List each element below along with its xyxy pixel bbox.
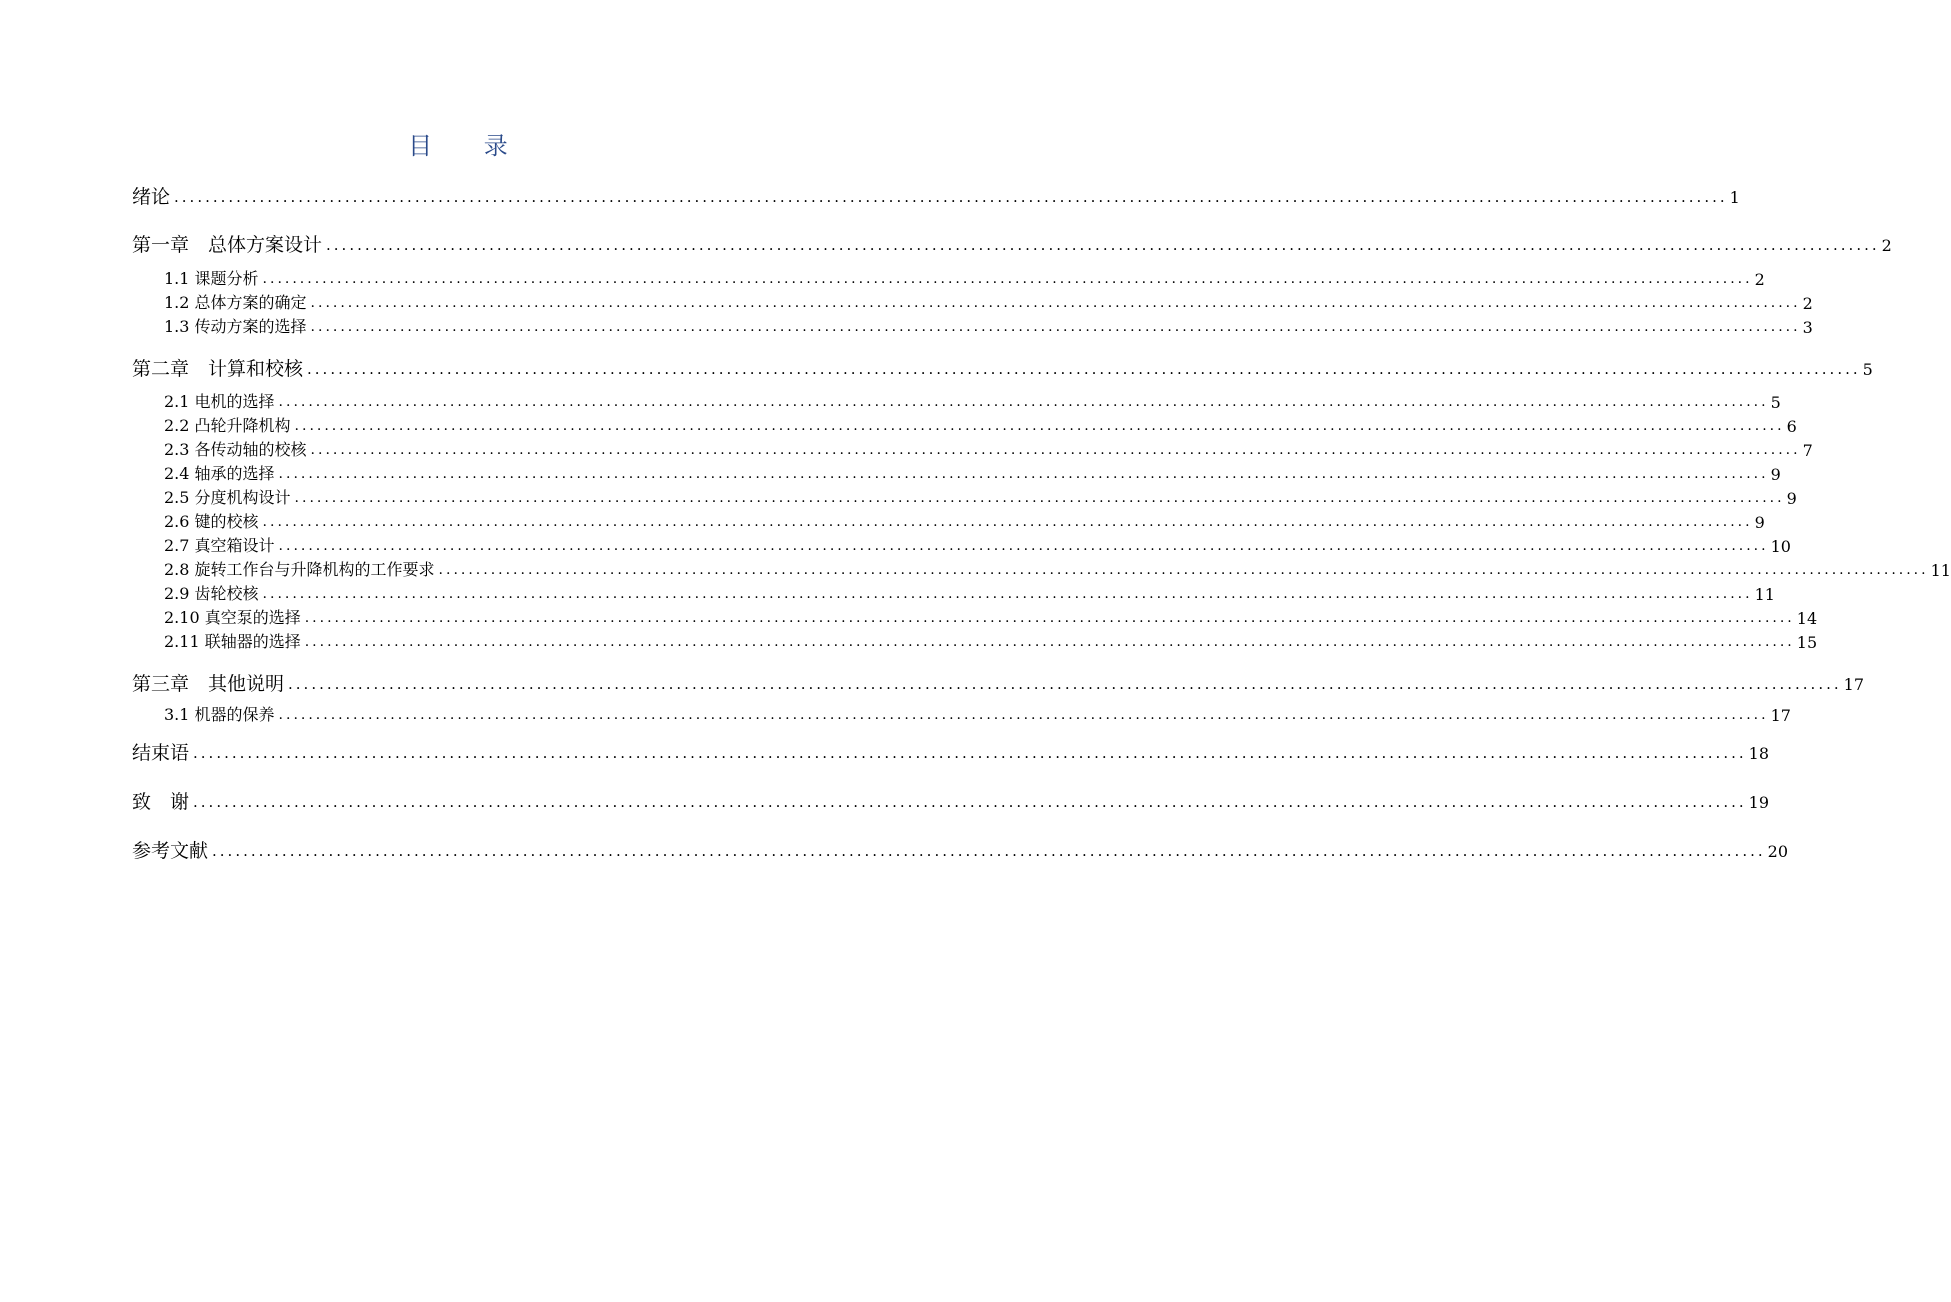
toc-entry[interactable] (164, 486, 1797, 508)
toc-dot-leader: ........................................................................................................................................................................................................ (193, 744, 1747, 762)
toc-dot-leader: ........................................................................................................................................................................................................ (278, 707, 1769, 723)
toc-dot-leader: ........................................................................................................................................................................................................ (212, 842, 1766, 860)
toc-dot-leader: ........................................................................................................................................................................................................ (262, 271, 1753, 287)
toc-entry[interactable] (164, 582, 1775, 604)
toc-dot-leader: ........................................................................................................................................................................................................ (262, 586, 1753, 602)
toc-page-number: 2 (1754, 270, 1765, 289)
toc-entry-label: 2.2 凸轮升降机构 (164, 416, 291, 435)
toc-entry[interactable] (164, 438, 1813, 460)
toc-page-number: 9 (1786, 489, 1797, 508)
toc-entry-label: 参考文献 (132, 840, 209, 862)
toc-dot-leader: ........................................................................................................................................................................................................ (310, 295, 1801, 311)
toc-dot-leader: ........................................................................................................................................................................................................ (294, 490, 1785, 506)
toc-dot-leader: ........................................................................................................................................................................................................ (288, 675, 1842, 693)
toc-dot-leader: ........................................................................................................................................................................................................ (294, 418, 1785, 434)
toc-page-number: 1 (1729, 188, 1740, 207)
toc-entry[interactable] (164, 414, 1797, 436)
toc-title: 目 录 (408, 132, 530, 160)
toc-entry-label: 结束语 (132, 742, 190, 764)
toc-dot-leader: ........................................................................................................................................................................................................ (310, 442, 1801, 458)
toc-page-number: 3 (1802, 318, 1813, 337)
toc-entry[interactable] (164, 390, 1781, 412)
toc-entry[interactable] (132, 353, 1873, 381)
toc-dot-leader: ........................................................................................................................................................................................................ (326, 236, 1880, 254)
toc-entry[interactable] (164, 462, 1781, 484)
toc-dot-leader: ........................................................................................................................................................................................................ (304, 610, 1795, 626)
toc-entry[interactable] (164, 510, 1765, 532)
toc-entry-label: 2.4 轴承的选择 (164, 464, 275, 483)
toc-entry-label: 1.1 课题分析 (164, 269, 259, 288)
toc-entry-label: 2.5 分度机构设计 (164, 488, 291, 507)
toc-page-number: 18 (1748, 744, 1769, 763)
toc-dot-leader: ........................................................................................................................................................................................................ (174, 188, 1728, 206)
toc-page-number: 17 (1770, 706, 1791, 725)
toc-page-number: 2 (1802, 294, 1813, 313)
toc-page-number: 5 (1770, 393, 1781, 412)
toc-page-number: 19 (1748, 793, 1769, 812)
toc-entry[interactable] (132, 181, 1740, 209)
toc-dot-leader: ........................................................................................................................................................................................................ (307, 360, 1861, 378)
toc-entry-label: 第三章 其他说明 (132, 673, 285, 695)
toc-entry-label: 2.6 键的校核 (164, 512, 259, 531)
toc-dot-leader: ........................................................................................................................................................................................................ (278, 538, 1769, 554)
toc-page-number: 6 (1786, 417, 1797, 436)
toc-entry-label: 致 谢 (132, 791, 190, 813)
toc-entry[interactable] (164, 291, 1813, 313)
toc-page-number: 14 (1796, 609, 1818, 628)
toc-page-number: 5 (1862, 360, 1873, 379)
toc-entry-label: 2.11 联轴器的选择 (164, 632, 301, 651)
toc-dot-leader: ........................................................................................................................................................................................................ (193, 793, 1747, 811)
toc-entry-label: 1.3 传动方案的选择 (164, 317, 307, 336)
toc-entry[interactable] (164, 315, 1813, 337)
toc-page-number: 10 (1770, 537, 1791, 556)
toc-page-number: 20 (1767, 842, 1788, 861)
toc-dot-leader: ........................................................................................................................................................................................................ (438, 562, 1929, 578)
toc-entry[interactable] (164, 534, 1791, 556)
toc-entry-label: 2.8 旋转工作台与升降机构的工作要求 (164, 560, 435, 579)
toc-entry-label: 2.3 各传动轴的校核 (164, 440, 307, 459)
toc-entry[interactable] (132, 835, 1788, 863)
toc-page-number: 7 (1802, 441, 1813, 460)
toc-entry-label: 2.10 真空泵的选择 (164, 608, 301, 627)
toc-entry-label: 第二章 计算和校核 (132, 358, 304, 380)
toc-page-number: 17 (1843, 675, 1864, 694)
toc-entry[interactable] (132, 668, 1864, 696)
toc-dot-leader: ........................................................................................................................................................................................................ (262, 514, 1753, 530)
toc-dot-leader: ........................................................................................................................................................................................................ (278, 394, 1769, 410)
toc-page-number: 2 (1881, 236, 1892, 255)
toc-page-number: 9 (1770, 465, 1781, 484)
toc-dot-leader: ........................................................................................................................................................................................................ (278, 466, 1769, 482)
toc-entry-label: 2.7 真空箱设计 (164, 536, 275, 555)
toc-entry[interactable] (164, 606, 1818, 628)
toc-entry[interactable] (164, 267, 1765, 289)
toc-entry-label: 3.1 机器的保养 (164, 705, 275, 724)
toc-page-number: 15 (1796, 633, 1818, 652)
toc-dot-leader: ........................................................................................................................................................................................................ (310, 319, 1801, 335)
toc-entry[interactable] (132, 737, 1769, 765)
toc-page-number: 11 (1754, 585, 1775, 604)
toc-entry[interactable] (132, 786, 1769, 814)
toc-page-number: 11 (1930, 561, 1951, 580)
toc-entry-label: 2.9 齿轮校核 (164, 584, 259, 603)
toc-entry[interactable] (164, 558, 1951, 580)
toc-page-number: 9 (1754, 513, 1765, 532)
toc-entry-label: 绪论 (132, 186, 171, 208)
toc-entry[interactable] (132, 229, 1892, 257)
toc-entry[interactable] (164, 630, 1818, 652)
toc-entry-label: 2.1 电机的选择 (164, 392, 275, 411)
toc-dot-leader: ........................................................................................................................................................................................................ (304, 634, 1795, 650)
toc-entry-label: 第一章 总体方案设计 (132, 234, 323, 256)
toc-entry-label: 1.2 总体方案的确定 (164, 293, 307, 312)
toc-entry[interactable] (164, 703, 1791, 725)
